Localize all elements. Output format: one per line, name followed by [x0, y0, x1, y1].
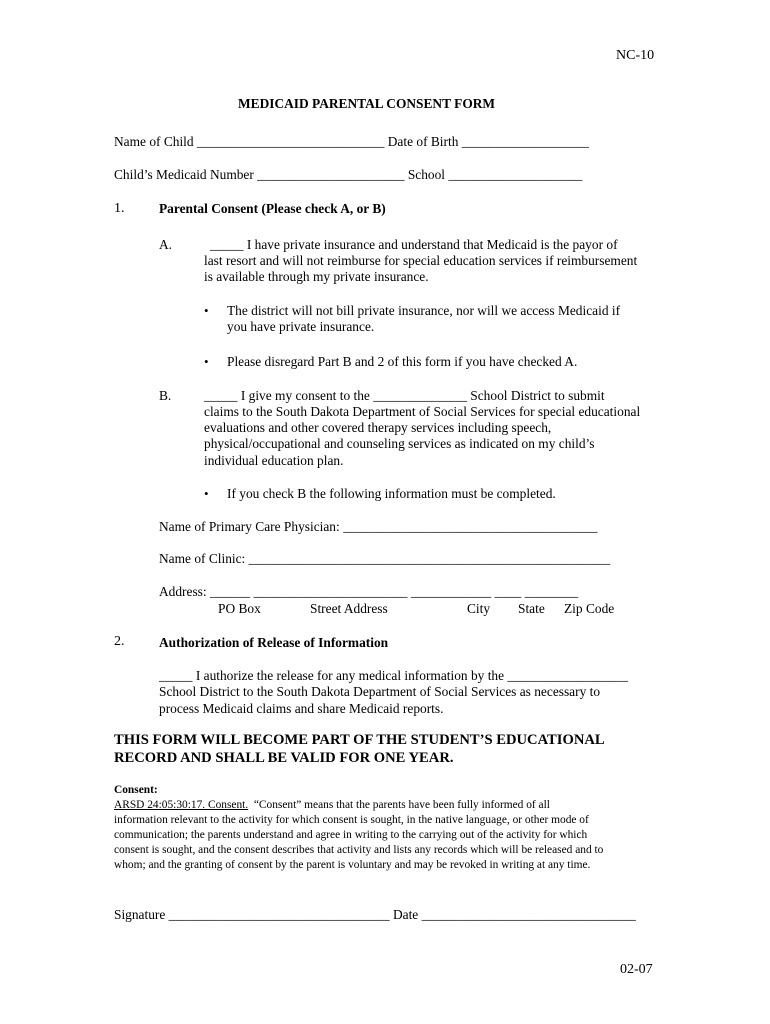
- consent-line-3: communication; the parents understand and agree in writing to the carrying out of the activity for which: [114, 829, 588, 841]
- medicaid-number-school-field[interactable]: Child’s Medicaid Number ______________________ School ____________________: [114, 167, 583, 182]
- bullet-icon: •: [204, 303, 209, 318]
- form-code: NC-10: [616, 48, 655, 63]
- consent-line-2: information relevant to the activity for which consent is sought, in the native language, or other mode of: [114, 814, 589, 826]
- option-a-line-3: is available through my private insurance.: [204, 269, 429, 284]
- bullet-icon: •: [204, 486, 209, 501]
- option-a-line-1[interactable]: _____ I have private insurance and understand that Medicaid is the payor of: [210, 237, 618, 252]
- address-label-po-box: PO Box: [218, 601, 261, 616]
- consent-line-4: consent is sought, and the consent describes that activity and lists any records which will be released and to: [114, 844, 604, 856]
- section-2-heading: Authorization of Release of Information: [159, 635, 389, 650]
- section-1-heading: Parental Consent (Please check A, or B): [159, 201, 386, 216]
- address-label-street: Street Address: [310, 601, 388, 616]
- physician-field[interactable]: Name of Primary Care Physician: ______________________________________: [159, 519, 598, 534]
- consent-line-5: whom; and the granting of consent by the parent is voluntary and may be revoked in writing at any time.: [114, 859, 591, 871]
- option-a-bullet-2: Please disregard Part B and 2 of this form if you have checked A.: [227, 354, 578, 369]
- option-b-bullet: If you check B the following information must be completed.: [227, 486, 556, 501]
- child-name-dob-field[interactable]: Name of Child ____________________________ Date of Birth ___________________: [114, 134, 589, 149]
- consent-first-line-text: “Consent” means that the parents have been fully informed of all: [248, 799, 550, 811]
- address-field[interactable]: Address: ______ _______________________ ____________ ____ ________: [159, 584, 579, 599]
- consent-citation: ARSD 24:05:30:17. Consent.: [114, 799, 249, 811]
- option-a-bullet-1-line-2: you have private insurance.: [227, 319, 375, 334]
- clinic-field[interactable]: Name of Clinic: ______________________________________________________: [159, 551, 611, 566]
- address-label-city: City: [467, 601, 491, 616]
- validity-notice-line-1: THIS FORM WILL BECOME PART OF THE STUDENT’S EDUCATIONAL: [114, 732, 605, 748]
- page-title: MEDICAID PARENTAL CONSENT FORM: [238, 96, 496, 111]
- authorization-line-1[interactable]: _____ I authorize the release for any medical information by the __________________: [159, 668, 628, 683]
- authorization-line-2: School District to the South Dakota Department of Social Services as necessary to: [159, 684, 601, 699]
- option-b-line-3: evaluations and other covered therapy services including speech,: [204, 420, 552, 435]
- section-1-number: 1.: [114, 201, 125, 216]
- address-label-zip: Zip Code: [564, 601, 615, 616]
- option-a-bullet-1-line-1: The district will not bill private insurance, nor will we access Medicaid if: [227, 303, 621, 318]
- revision-code: 02-07: [620, 962, 653, 977]
- option-a-line-2: last resort and will not reimburse for special education services if reimbursement: [204, 253, 638, 268]
- consent-first-line: [114, 798, 550, 814]
- option-b-label: B.: [159, 388, 172, 403]
- authorization-line-3: process Medicaid claims and share Medicaid reports.: [159, 701, 444, 716]
- signature-date-field[interactable]: Signature _________________________________ Date ________________________________: [114, 907, 636, 922]
- option-b-line-5: individual education plan.: [204, 453, 344, 468]
- address-label-state: State: [518, 601, 545, 616]
- option-b-line-1[interactable]: _____ I give my consent to the ______________ School District to submit: [204, 388, 605, 403]
- consent-heading: Consent:: [114, 784, 158, 796]
- option-b-line-2: claims to the South Dakota Department of Social Services for special educational: [204, 404, 641, 419]
- bullet-icon: •: [204, 354, 209, 369]
- option-b-line-4: physical/occupational and counseling services as indicated on my child’s: [204, 436, 595, 451]
- option-a-label: A.: [159, 237, 173, 252]
- section-2-number: 2.: [114, 634, 125, 649]
- validity-notice-line-2: RECORD AND SHALL BE VALID FOR ONE YEAR.: [114, 750, 454, 766]
